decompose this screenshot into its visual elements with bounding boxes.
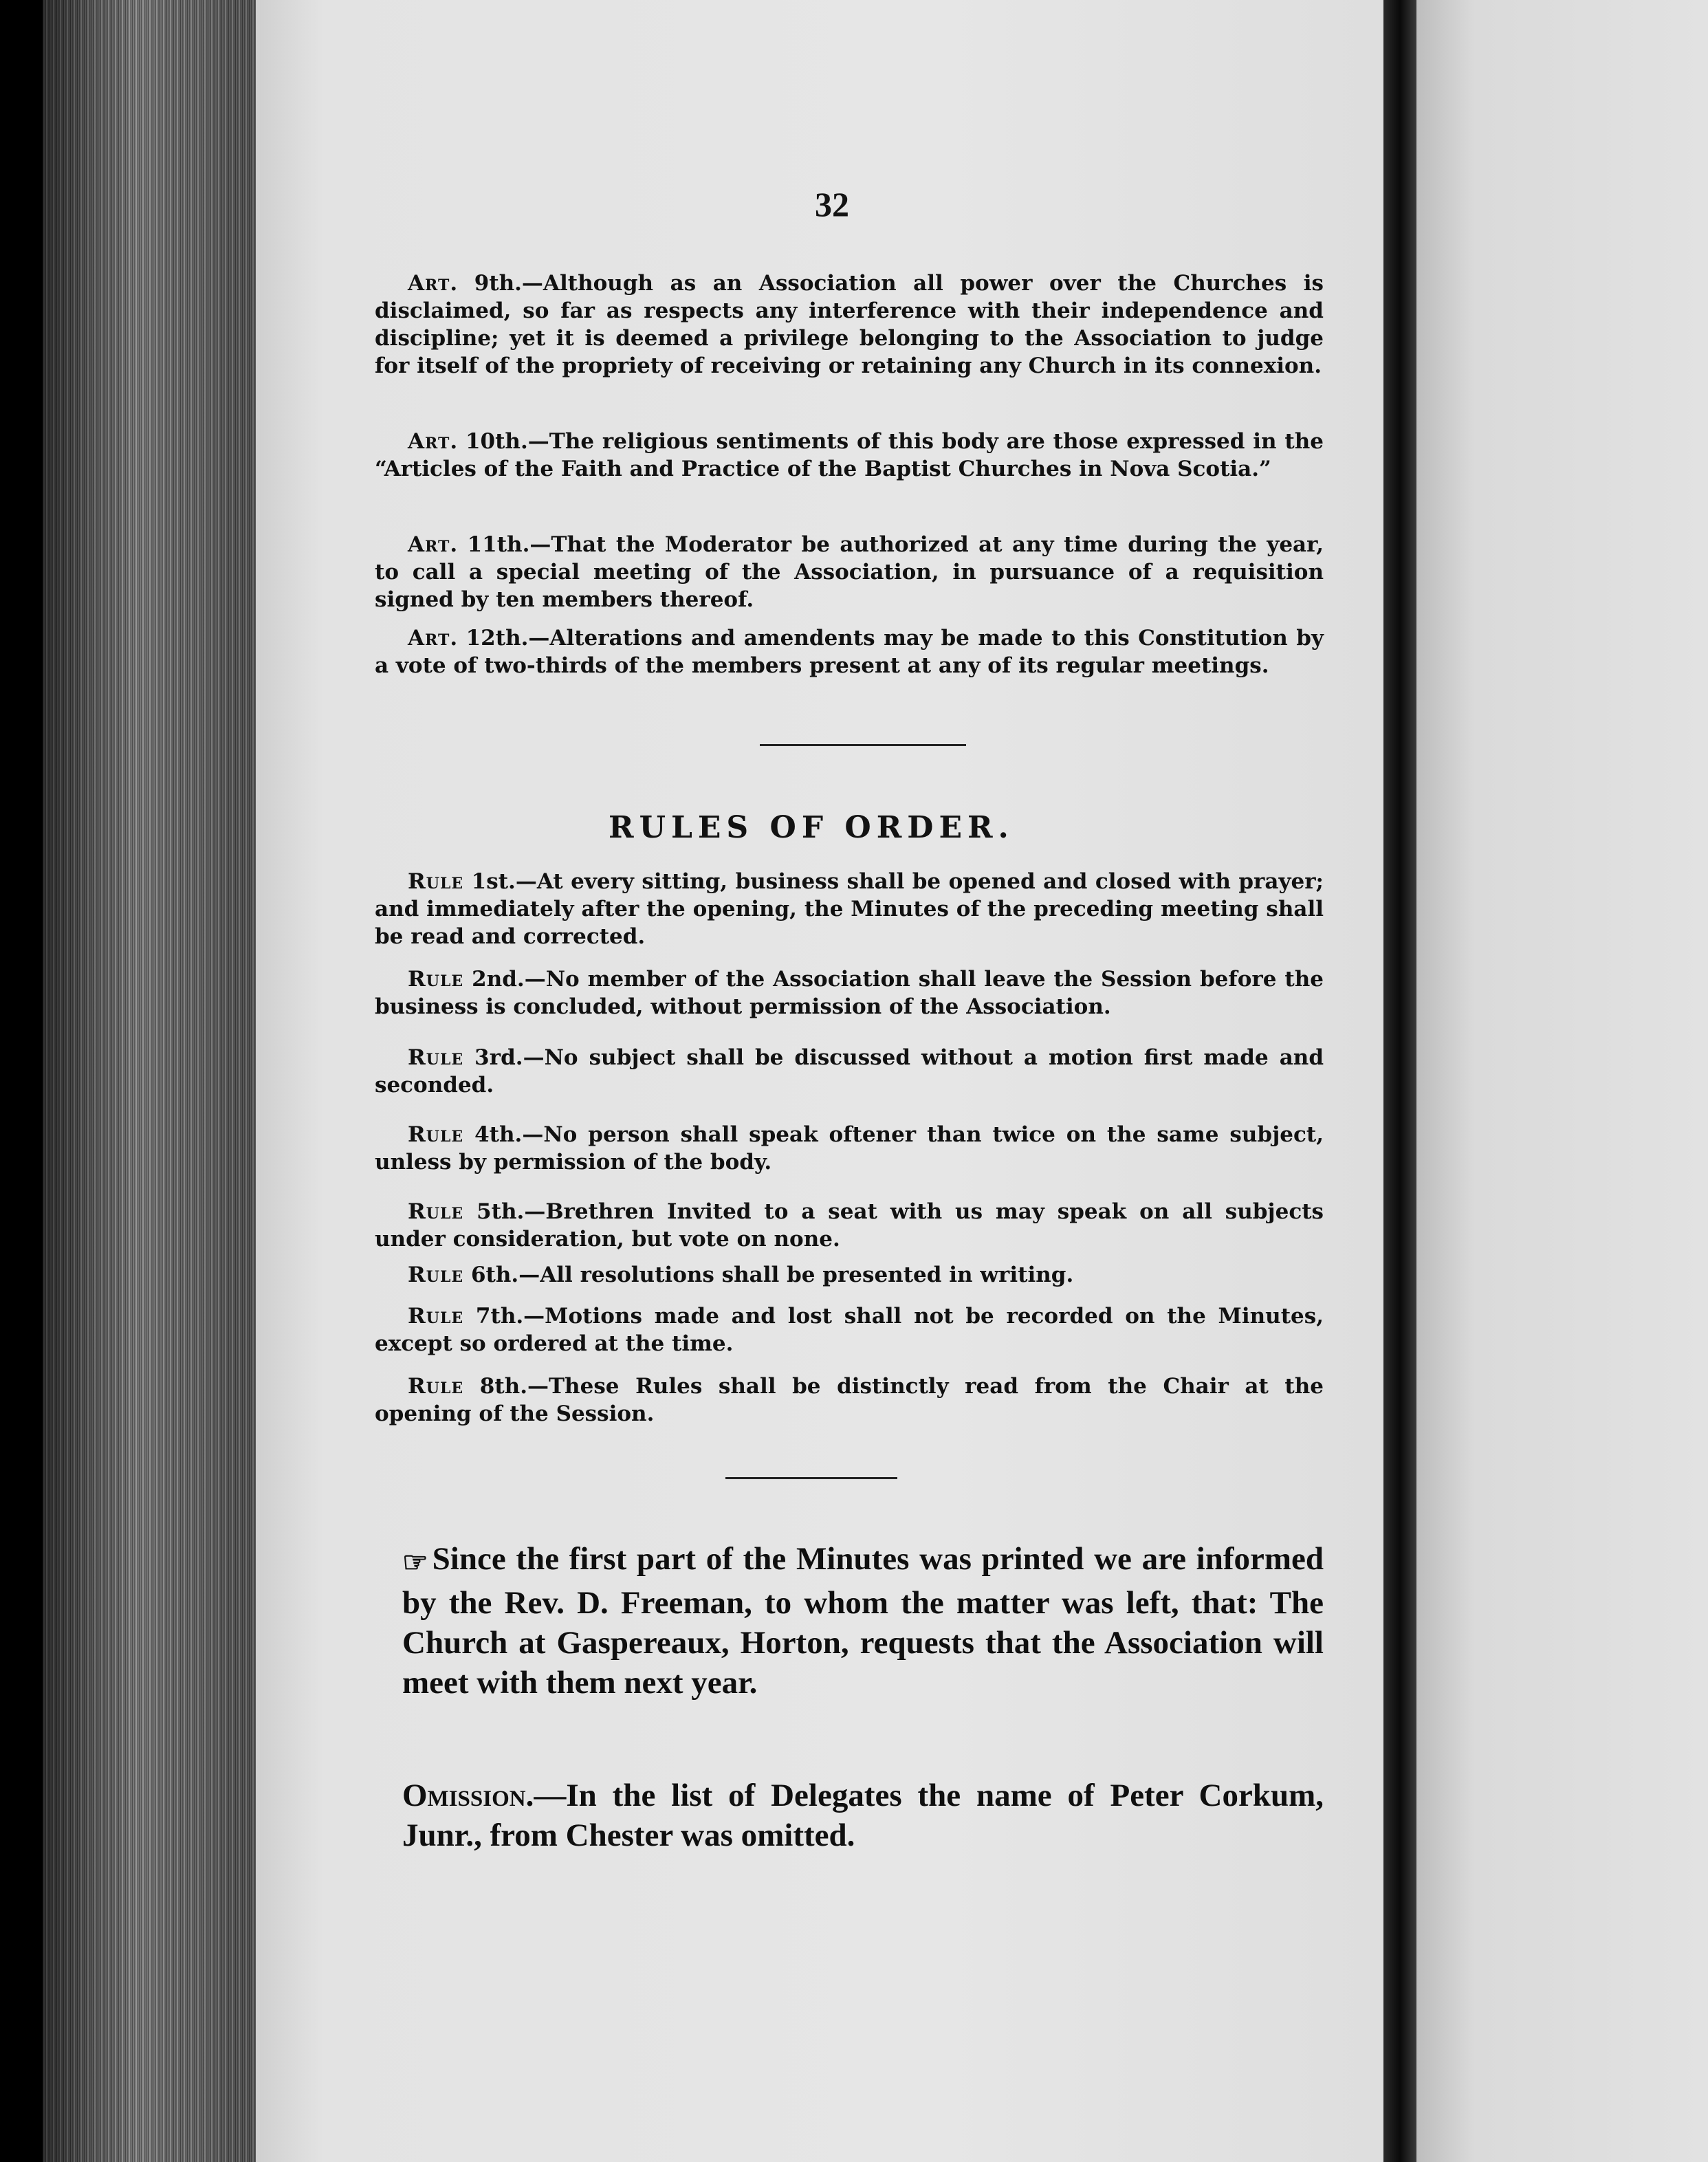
- rule-7: [375, 1302, 1324, 1357]
- rule-ordinal: 3rd.: [463, 1045, 523, 1070]
- omission-notice: [402, 1776, 1324, 1855]
- book-gutter: [1383, 0, 1416, 2162]
- article-text: —The religious sentiments of this body are those expressed in the “Articles of the Faith and Practice of the Baptist Churches in Nova Scotia.”: [375, 429, 1324, 481]
- notice-text: Since the first part of the Minutes was printed we are informed by the Rev. D. Freeman, to whom the matter was left, that: The Church at Gaspereaux, Horton, requests that the Association will meet with them next year.: [402, 1541, 1324, 1701]
- rule-2: [375, 965, 1324, 1020]
- article-text: —That the Moderator be authorized at any time during the year, to call a special meeting of the Association, in pursuance of a requisition signed by ten members thereof.: [375, 532, 1324, 612]
- rule-text: —All resolutions shall be presented in writing.: [518, 1263, 1074, 1287]
- facing-page: [1416, 0, 1708, 2162]
- rule-4: [375, 1121, 1324, 1176]
- rule-label: Rule: [408, 1122, 464, 1147]
- rule-text: —No person shall speak oftener than twice on the same subject, unless by permission of the body.: [375, 1122, 1324, 1175]
- rule-label: Rule: [408, 1374, 464, 1399]
- section-divider: [725, 1477, 897, 1479]
- article-label: Art: [408, 532, 450, 557]
- rules-heading: RULES OF ORDER.: [609, 810, 1014, 845]
- article-10: [375, 428, 1324, 483]
- rule-text: —These Rules shall be distinctly read from the Chair at the opening of the Session.: [375, 1374, 1324, 1426]
- page-number: 32: [815, 185, 849, 223]
- rule-label: Rule: [408, 1263, 464, 1287]
- rule-1: [375, 868, 1324, 950]
- rule-3: [375, 1044, 1324, 1099]
- rule-ordinal: 6th.: [463, 1263, 519, 1287]
- rule-label: Rule: [408, 1045, 464, 1070]
- omission-label: Omission.: [402, 1778, 534, 1813]
- rule-label: Rule: [408, 1199, 464, 1224]
- rule-5: [375, 1198, 1324, 1253]
- freeman-notice: [402, 1539, 1324, 1703]
- rule-text: —No member of the Association shall leave the Session before the business is concluded, without permission of the Association.: [375, 967, 1324, 1019]
- rule-text: —Motions made and lost shall not be recorded on the Minutes, except so ordered at the time.: [375, 1304, 1324, 1356]
- rule-8: [375, 1373, 1324, 1428]
- rule-ordinal: 7th.: [463, 1304, 524, 1329]
- section-divider: [760, 744, 966, 746]
- article-ordinal: . 11th.: [450, 532, 530, 557]
- article-11: [375, 531, 1324, 613]
- article-text: —Alterations and amendents may be made to this Constitution by a vote of two-thirds of the members present at any of its regular meetings.: [375, 626, 1324, 678]
- rule-text: —Brethren Invited to a seat with us may speak on all subjects under consideration, but vote on none.: [375, 1199, 1324, 1252]
- rule-label: Rule: [408, 967, 464, 992]
- article-label: Art: [408, 429, 450, 454]
- article-label: Art: [408, 626, 450, 651]
- article-text: —Although as an Association all power over the Churches is disclaimed, so far as respects any interference with their independence and discipline; yet it is deemed a privilege belonging to the Association to judge for itself of the propriety of receiving or retaining any Church in its connexion.: [375, 271, 1324, 378]
- article-12: [375, 624, 1324, 679]
- rule-6: [375, 1261, 1324, 1289]
- book-page-edges: [43, 0, 270, 2162]
- article-9: [375, 270, 1324, 380]
- article-ordinal: . 9th.: [450, 271, 522, 296]
- rule-text: —At every sitting, business shall be opened and closed with prayer; and immediately after the opening, the Minutes of the preceding meeting shall be read and corrected.: [375, 869, 1324, 949]
- rule-text: —No subject shall be discussed without a motion first made and seconded.: [375, 1045, 1324, 1098]
- article-ordinal: . 10th.: [450, 429, 528, 454]
- article-label: Art: [408, 271, 450, 296]
- rule-ordinal: 1st.: [463, 869, 516, 894]
- rule-ordinal: 8th.: [463, 1374, 527, 1399]
- rule-ordinal: 2nd.: [463, 967, 525, 992]
- pointing-hand-icon: ☞: [402, 1547, 428, 1579]
- omission-text: —In the list of Delegates the name of Peter Corkum, Junr., from Chester was omitted.: [402, 1778, 1324, 1853]
- article-ordinal: . 12th.: [450, 626, 529, 651]
- rule-label: Rule: [408, 1304, 464, 1329]
- rule-label: Rule: [408, 869, 464, 894]
- rule-ordinal: 4th.: [463, 1122, 523, 1147]
- rule-ordinal: 5th.: [463, 1199, 525, 1224]
